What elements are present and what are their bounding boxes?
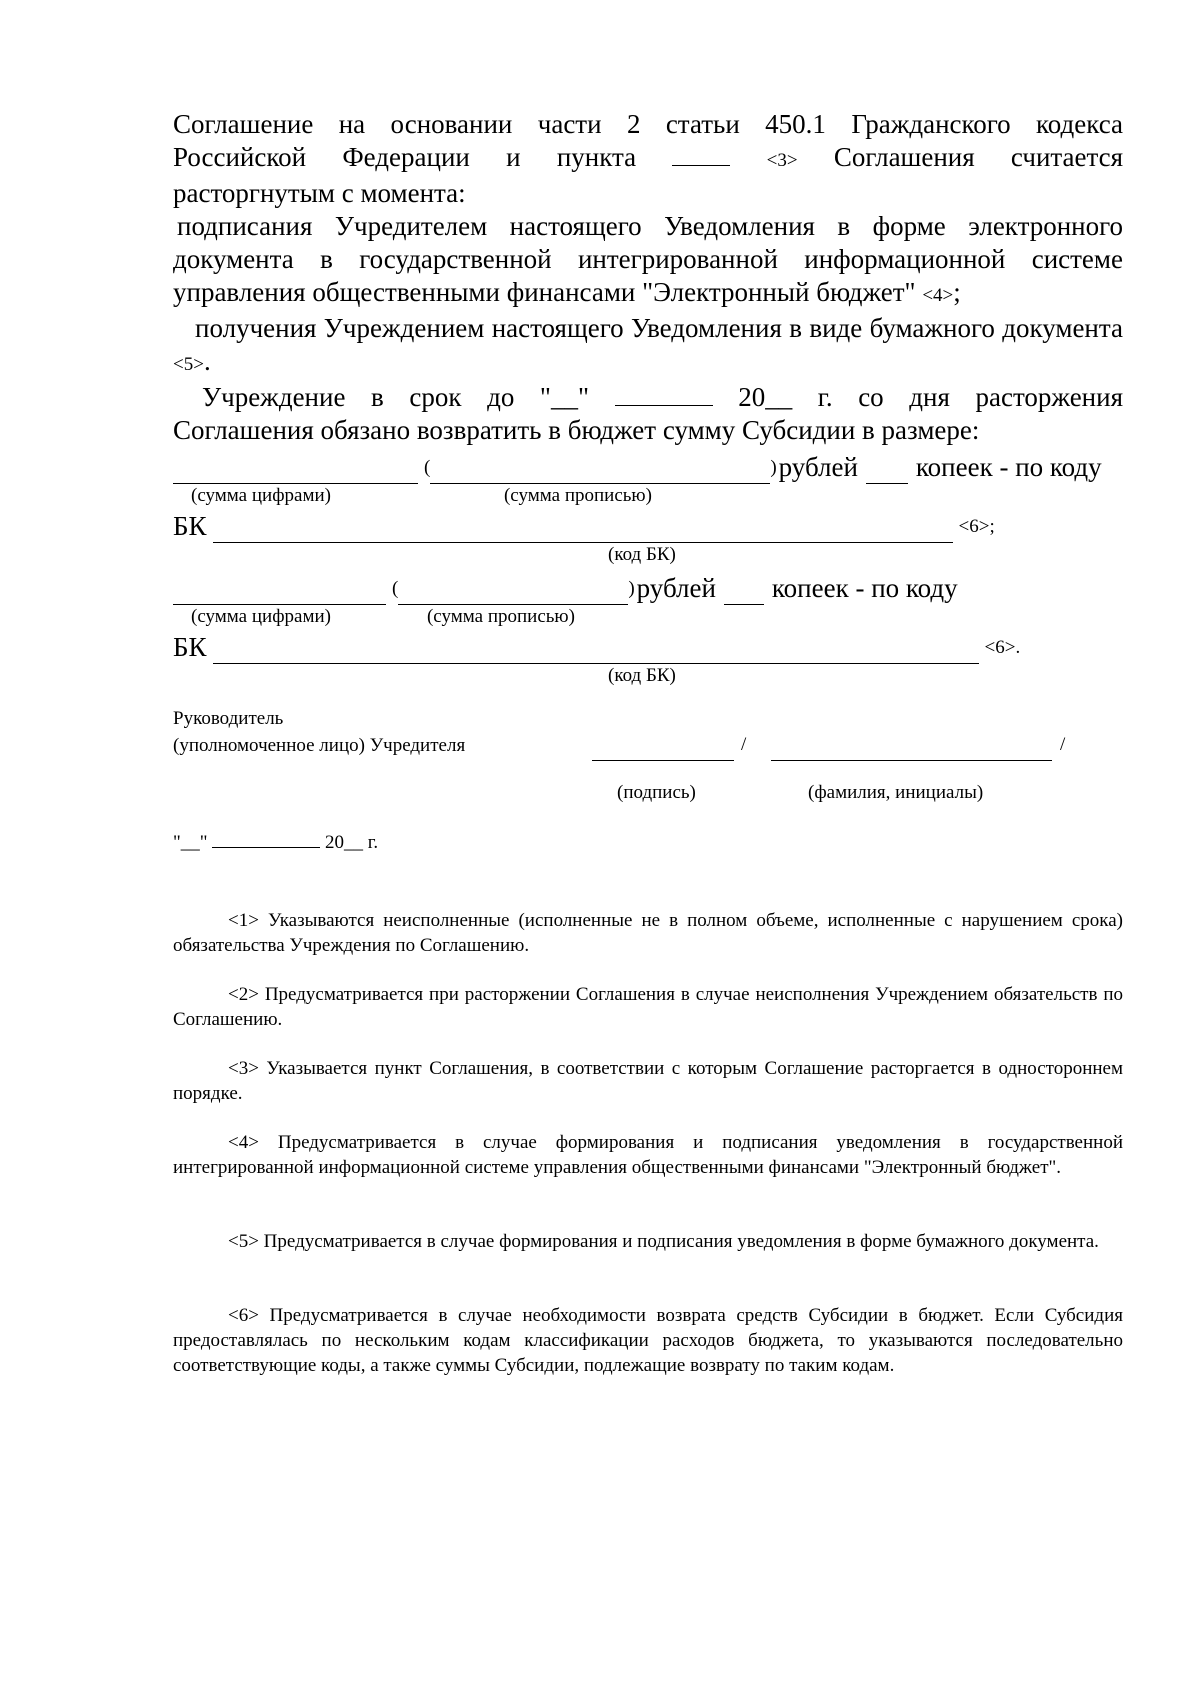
- amount-digits-field[interactable]: [173, 463, 418, 484]
- caption: (код БК): [608, 665, 676, 686]
- main-body: [173, 108, 1123, 687]
- bk-label: БК: [173, 511, 207, 541]
- footnote-1: <1> Указываются неисполненные (исполненные не в полном объеме, исполненные с нарушением срока) обязательства Учреждения по Соглашению.: [173, 910, 1123, 956]
- footnote-6: <6> Предусматривается в случае необходимости возврата средств Субсидии в бюджет. Если Субсидия предоставлялась по нескольким кодам классификации расходов бюджета, то указываются последовательно соответствующие коды, а также суммы Субсидии, подлежащие возврату по таким кодам.: [173, 1305, 1123, 1376]
- caption: (код БК): [608, 544, 676, 565]
- intro-line: Российской Федерации и пункта <3> Соглашения считается: [173, 142, 1124, 172]
- footnote-ref: <4>: [922, 285, 954, 306]
- bk-code-field[interactable]: [213, 640, 979, 664]
- signer-role-line1: Руководитель: [173, 708, 284, 729]
- bk-code-field[interactable]: [213, 519, 953, 543]
- refund-line: Соглашения обязано возвратить в бюджет сумму Субсидии в размере:: [173, 415, 980, 445]
- amount-digits-field[interactable]: [173, 584, 386, 605]
- intro-line: Соглашение на основании части 2 статьи 450.1 Гражданского кодекса: [173, 109, 1123, 139]
- amount-words-field[interactable]: [398, 584, 628, 605]
- footnote-4: <4> Предусматривается в случае формирования и подписания уведомления в государственной интегрированной информационной системе управления общественными финансами "Электронный бюджет".: [173, 1132, 1123, 1178]
- date-line: "__" 20__ г.: [173, 829, 378, 854]
- separator-slash: /: [1060, 734, 1066, 755]
- footnote-2: <2> Предусматривается при расторжении Соглашения в случае неисполнения Учреждением обязательств по Соглашению.: [173, 984, 1123, 1030]
- date-month-field[interactable]: [212, 829, 320, 848]
- caption: (сумма прописью): [503, 485, 652, 506]
- intro-paragraph: [173, 108, 1123, 210]
- clause-number-blank[interactable]: [672, 142, 730, 166]
- amount-row: ( ) рублей копеек - по коду (сумма цифрами) (сумма прописью) БК <6>. (код БК): [173, 573, 1021, 686]
- caption: (сумма прописью): [426, 606, 575, 627]
- caption: (сумма цифрами): [191, 485, 331, 506]
- bk-label: БК: [173, 632, 207, 662]
- signer-role-line2: (уполномоченное лицо) Учредителя: [173, 735, 466, 756]
- footnote-5: <5> Предусматривается в случае формирования и подписания уведомления в форме бумажного документа.: [228, 1231, 1099, 1252]
- kopecks-field[interactable]: [866, 460, 908, 484]
- kopecks-field[interactable]: [724, 581, 764, 605]
- intro-line: расторгнутым с момента:: [173, 178, 466, 208]
- option-electronic: подписания Учредителем настоящего Уведомления в форме электронного документа в государственной интегрированной информационной системе управления общественными финансами "Электронный бюджет" <4>;: [173, 211, 1123, 307]
- caption: (сумма цифрами): [191, 606, 331, 627]
- footnote-ref: <6>.: [984, 637, 1021, 658]
- footnote-ref: <3>: [766, 150, 798, 171]
- footnote-3: <3> Указывается пункт Соглашения, в соответствии с которым Соглашение расторгается в одностороннем порядке.: [173, 1058, 1123, 1104]
- separator-slash: /: [741, 734, 747, 755]
- signature-field[interactable]: [592, 740, 734, 761]
- amount-words-field[interactable]: [430, 463, 770, 484]
- caption-signature: (подпись): [617, 782, 696, 803]
- option-paper: получения Учреждением настоящего Уведомления в виде бумажного документа <5>.: [173, 313, 1123, 376]
- amount-row: ( ) рублей копеек - по коду (сумма цифрами) (сумма прописью) БК <6>; (код БК): [173, 452, 1102, 565]
- footnote-ref: <5>: [173, 354, 204, 375]
- refund-month-blank[interactable]: [615, 382, 713, 406]
- refund-line: Учреждение в срок до "__" 20__ г. со дня расторжения: [202, 382, 1123, 412]
- refund-paragraph: [173, 381, 1123, 447]
- footnote-ref: <6>;: [958, 516, 995, 537]
- caption-name: (фамилия, инициалы): [808, 782, 984, 803]
- name-initials-field[interactable]: [771, 740, 1052, 761]
